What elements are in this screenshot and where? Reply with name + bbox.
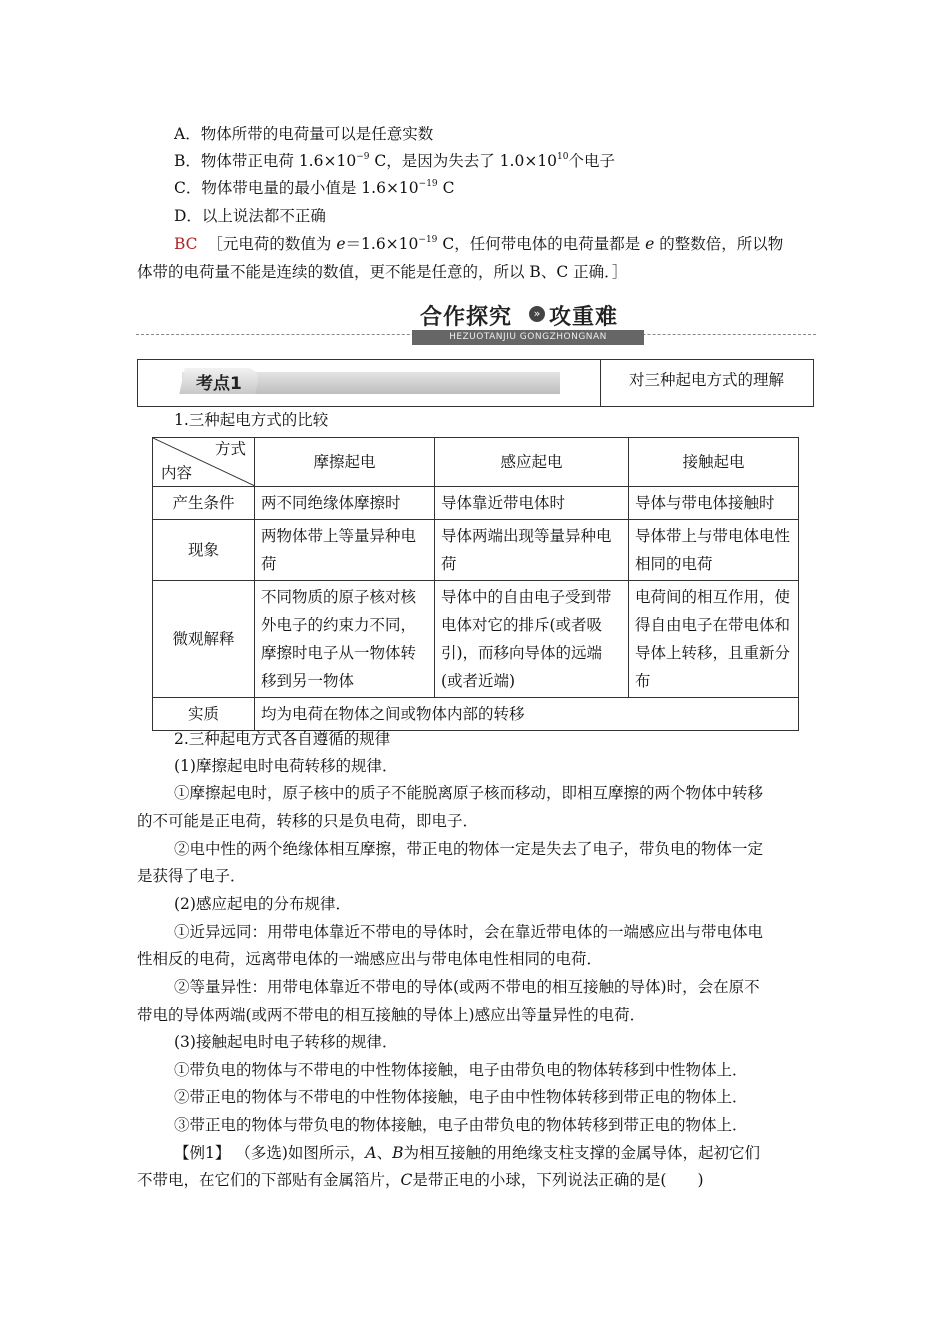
table-cell: 两不同绝缘体摩擦时 [255, 487, 435, 520]
example-tag: 【例1】 [174, 1144, 231, 1162]
example-c: C [400, 1171, 413, 1189]
table-cell: 不同物质的原子核对核外电子的约束力不同，摩擦时电子从一物体转移到另一物体 [255, 581, 435, 698]
example-l2-pre: 不带电，在它们的下部贴有金属箔片， [137, 1171, 401, 1189]
option-b-post: 个电子 [568, 152, 616, 170]
rule-para-5: ①带负电的物体与不带电的中性物体接触，电子由带负电的物体转移到中性物体上． [174, 1061, 748, 1079]
row-label: 实质 [153, 698, 255, 731]
table-cell-merged: 均为电荷在物体之间或物体内部的转移 [255, 698, 799, 731]
rule-para-1b: 的不可能是正电荷，转移的只是负电荷，即电子． [137, 812, 479, 830]
rule-para-2b: 是获得了电子． [137, 867, 246, 885]
option-c-post: C [437, 179, 455, 197]
table-row [153, 520, 799, 581]
kaodian-tag: 考点1 [196, 374, 242, 394]
rule-para-7: ③带正电的物体与带负电的物体接触，电子由带负电的物体转移到带正电的物体上． [174, 1116, 748, 1134]
table-cell: 两物体带上等量异种电荷 [255, 520, 435, 581]
table-cell: 导体与带电体接触时 [629, 487, 799, 520]
corner-bottom: 内容 [161, 464, 193, 482]
rule-para-3a: ①近异远同：用带电体靠近不带电的导体时，会在靠近带电体的一端感应出与带电体电 [174, 923, 764, 941]
row-label: 微观解释 [153, 581, 255, 698]
example-line-1 [174, 1143, 760, 1163]
banner-title-2: 攻重难 [549, 305, 619, 330]
option-c-pre: C．物体带电量的最小值是 1.6×10 [174, 179, 419, 197]
header-cell: 摩擦起电 [255, 438, 435, 487]
option-d: D．以上说法都不正确 [174, 207, 326, 225]
corner-top: 方式 [214, 440, 246, 458]
example-l2-post: 是带正电的小球，下列说法正确的是( ) [412, 1171, 704, 1189]
example-l1-pre: （多选)如图所示， [235, 1144, 366, 1162]
table-header-row [153, 438, 799, 487]
kaodian-title: 对三种起电方式的理解 [628, 371, 784, 389]
rule-heading-2: (2)感应起电的分布规律． [174, 895, 351, 913]
rule-para-6: ②带正电的物体与不带电的中性物体接触，电子由中性物体转移到带正电的物体上． [174, 1088, 748, 1106]
section-1-heading: 1.三种起电方式的比较 [174, 411, 329, 429]
option-b-exp2: 10 [557, 152, 569, 162]
answer-line-2: 体带的电荷量不能是连续的数值，更不能是任意的，所以 B、C 正确．］ [137, 263, 628, 281]
example-a: A [365, 1144, 377, 1162]
answer-line-1 [174, 234, 783, 254]
table-row [153, 487, 799, 520]
header-cell: 感应起电 [435, 438, 629, 487]
rule-heading-1: (1)摩擦起电时电荷转移的规律． [174, 757, 398, 775]
kaodian-box [137, 359, 814, 407]
banner-subtitle: HEZUOTANJIU GONGZHONGNAN [412, 330, 644, 345]
table-row [153, 698, 799, 731]
option-c-exp: −19 [418, 179, 438, 189]
table-row [153, 581, 799, 698]
example-l1-post: 为相互接触的用绝缘支柱支撑的金属导体，起初它们 [403, 1144, 760, 1162]
answer-l1-mid2: C，任何带电体的电荷量都是 [437, 235, 646, 253]
comparison-table [152, 437, 799, 731]
table-cell: 导体带上与带电体电性相同的电荷 [629, 520, 799, 581]
rule-para-4a: ②等量异性：用带电体靠近不带电的导体(或两不带电的相互接触的导体)时，会在原不 [174, 978, 760, 996]
rule-para-4b: 带电的导体两端(或两不带电的相互接触的导体上)感应出等量异性的电荷． [137, 1006, 646, 1024]
row-label: 产生条件 [153, 487, 255, 520]
table-cell: 导体中的自由电子受到带电体对它的排斥(或者吸引)，而移向导体的远端(或者近端) [435, 581, 629, 698]
option-a: A．物体所带的电荷量可以是任意实数 [174, 125, 434, 143]
row-label: 现象 [153, 520, 255, 581]
rule-para-3b: 性相反的电荷，远离带电体的一端感应出与带电体电性相同的电荷． [137, 950, 603, 968]
option-b [174, 151, 615, 171]
table-cell: 导体两端出现等量异种电荷 [435, 520, 629, 581]
table-cell: 导体靠近带电体时 [435, 487, 629, 520]
example-sep: 、 [376, 1144, 393, 1162]
rule-para-2a: ②电中性的两个绝缘体相互摩擦，带正电的物体一定是失去了电子，带负电的物体一定 [174, 840, 764, 858]
option-c [174, 178, 454, 198]
option-b-mid: C，是因为失去了 1.0×10 [369, 152, 558, 170]
example-line-2 [137, 1170, 704, 1190]
answer-l1-pre: ［元电荷的数值为 [207, 235, 337, 253]
rule-heading-3: (3)接触起电时电子转移的规律． [174, 1033, 398, 1051]
example-b: B [392, 1144, 404, 1162]
table-cell: 电荷间的相互作用，使得自由电子在带电体和导体上转移，且重新分布 [629, 581, 799, 698]
chevron-icon: » [529, 306, 545, 322]
table-corner-cell [153, 438, 255, 487]
option-b-exp: −9 [356, 152, 370, 162]
rule-para-1a: ①摩擦起电时，原子核中的质子不能脱离原子核而移动，即相互摩擦的两个物体中转移 [174, 784, 764, 802]
option-b-pre: B．物体带正电荷 1.6×10 [174, 152, 357, 170]
answer-e: e [336, 235, 346, 253]
answer-exp: −19 [418, 235, 438, 245]
banner-title-1: 合作探究 [420, 305, 513, 330]
answer-l1-post: 的整数倍，所以物 [654, 235, 784, 253]
answer-l1-mid: ＝1.6×10 [345, 235, 419, 253]
section-banner [412, 300, 644, 330]
header-cell: 接触起电 [629, 438, 799, 487]
answer-e2: e [645, 235, 655, 253]
answer-label: BC [174, 235, 198, 253]
section-2-heading: 2.三种起电方式各自遵循的规律 [174, 730, 391, 748]
